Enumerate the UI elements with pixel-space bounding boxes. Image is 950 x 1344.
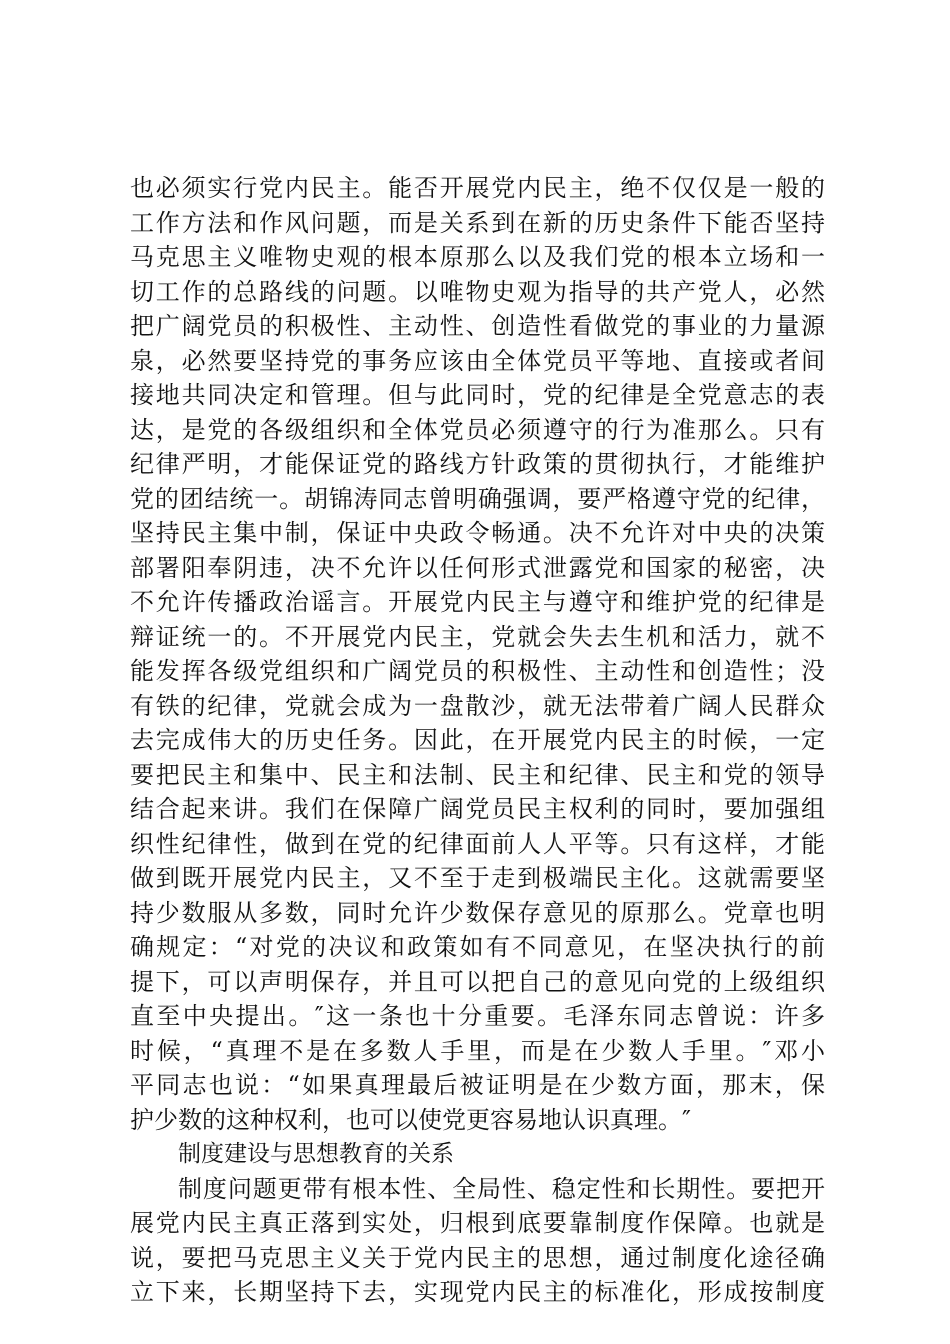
text-line: 立下来，长期坚持下去，实现党内民主的标准化，形成按制度 <box>130 1278 825 1306</box>
paragraph-institution-building <box>130 1172 825 1310</box>
paragraph-democracy-discipline <box>130 171 825 1137</box>
text-line: 辩证统一的。不开展党内民主，党就会失去生机和活力，就不 <box>130 622 825 651</box>
text-line: 确规定：“对党的决议和政策如有不同意见，在坚决执行的前 <box>130 933 825 961</box>
text-line: 提下，可以声明保存，并且可以把自己的意见向党的上级组织 <box>130 967 825 996</box>
text-line: 平同志也说：“如果真理最后被证明是在少数方面，那末，保 <box>130 1071 825 1099</box>
text-line: 切工作的总路线的问题。以唯物史观为指导的共产党人，必然 <box>130 277 825 306</box>
text-line: 做到既开展党内民主，又不至于走到极端民主化。这就需要坚 <box>130 864 825 892</box>
text-line: 纪律严明，才能保证党的路线方针政策的贯彻执行，才能维护 <box>130 450 825 478</box>
text-line: 有铁的纪律，党就会成为一盘散沙，就无法带着广阔人民群众 <box>130 691 825 720</box>
text-line: 要把民主和集中、民主和法制、民主和纪律、民主和党的领导 <box>130 760 825 789</box>
text-line: 去完成伟大的历史任务。因此，在开展党内民主的时候，一定 <box>130 726 825 754</box>
text-line: 把广阔党员的积极性、主动性、创造性看做党的事业的力量源 <box>130 312 825 340</box>
text-line: 直至中央提出。″这一条也十分重要。毛泽东同志曾说：许多 <box>130 1002 825 1030</box>
text-line: 结合起来讲。我们在保障广阔党员民主权利的同时，要加强组 <box>130 795 825 823</box>
text-line: 党的团结统一。胡锦涛同志曾明确强调，要严格遵守党的纪律， <box>130 484 825 513</box>
text-line: 说，要把马克思主义关于党内民主的思想，通过制度化途径确 <box>130 1243 825 1272</box>
text-line: 马克思主义唯物史观的根本原那么以及我们党的根本立场和一 <box>130 243 825 271</box>
section-heading: 制度建设与思想教育的关系 <box>178 1141 454 1167</box>
text-line: 织性纪律性，做到在党的纪律面前人人平等。只有这样，才能 <box>130 829 825 858</box>
text-line: 工作方法和作风问题，而是关系到在新的历史条件下能否坚持 <box>130 208 825 237</box>
text-line: 也必须实行党内民主。能否开展党内民主，绝不仅仅是一般的 <box>130 174 825 202</box>
text-line: 达，是党的各级组织和全体党员必须遵守的行为准那么。只有 <box>130 415 825 444</box>
text-line: 部署阳奉阴违，决不允许以任何形式泄露党和国家的秘密，决 <box>130 553 825 582</box>
text-line: 展党内民主真正落到实处，归根到底要靠制度作保障。也就是 <box>130 1209 825 1237</box>
text-line: 时候，“真理不是在多数人手里，而是在少数人手里。″邓小 <box>130 1036 825 1065</box>
text-line: 持少数服从多数，同时允许少数保存意见的原那么。党章也明 <box>130 898 825 927</box>
text-line: 能发挥各级党组织和广阔党员的积极性、主动性和创造性；没 <box>130 657 825 685</box>
document-page <box>130 171 825 1310</box>
text-line: 制度问题更带有根本性、全局性、稳定性和长期性。要把开 <box>178 1174 825 1203</box>
text-line: 接地共同决定和管理。但与此同时，党的纪律是全党意志的表 <box>130 381 825 409</box>
text-line: 不允许传播政治谣言。开展党内民主与遵守和维护党的纪律是 <box>130 588 825 616</box>
text-line: 坚持民主集中制，保证中央政令畅通。决不允许对中央的决策 <box>130 519 825 547</box>
text-line: 泉，必然要坚持党的事务应该由全体党员平等地、直接或者间 <box>130 346 825 375</box>
text-line: 护少数的这种权利，也可以使党更容易地认识真理。″ <box>130 1105 691 1134</box>
